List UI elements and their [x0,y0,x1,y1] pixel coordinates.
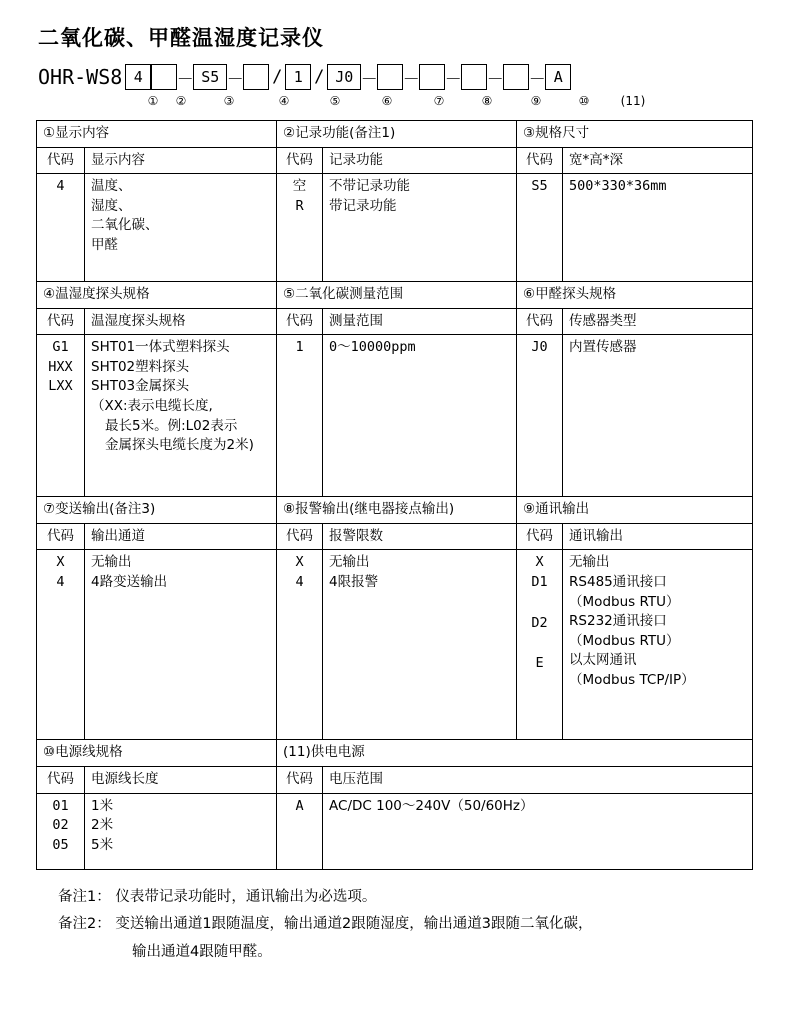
separator-7-8: － [402,69,420,90]
section-header-7: ⑦变送输出(备注3) [37,497,277,524]
desc-cell: 500*330*36mm [563,174,753,282]
col-title-desc-4: 温湿度探头规格 [85,308,277,335]
separator-4-5: / [272,67,283,87]
section-header-1: ①显示内容 [37,121,277,148]
desc-cell: 1米 2米 5米 [85,793,277,869]
model-index-row [36,92,754,114]
datasheet-page [0,22,790,1016]
col-title-desc-6: 传感器类型 [563,308,753,335]
col-title-desc-9: 通讯输出 [563,523,753,550]
model-index-8: ⑧ [481,94,493,108]
col-title-desc-11: 电压范围 [323,766,753,793]
desc-cell: AC/DC 100～240V（50/60Hz） [323,793,753,869]
model-index-6: ⑥ [381,94,393,108]
separator-9-10: － [486,69,504,90]
code-cell: 4 [37,174,85,282]
model-code-row [36,62,754,92]
model-slot-6[interactable]: J0 [327,64,361,90]
table-row [37,308,753,335]
col-title-code-6: 代码 [517,308,563,335]
separator-6-7: － [360,69,378,90]
separator-5-6: / [314,67,325,87]
desc-cell: 温度、 湿度、 二氧化碳、 甲醛 [85,174,277,282]
code-cell: A [277,793,323,869]
table-row [37,740,753,767]
model-index-3: ③ [223,94,235,108]
page-title: 二氧化碳、甲醛温湿度记录仪 [38,26,324,50]
col-title-desc-1: 显示内容 [85,147,277,174]
code-cell: 1 [277,335,323,497]
section-header-11: (11)供电电源 [277,740,753,767]
col-title-code-4: 代码 [37,308,85,335]
col-title-code-7: 代码 [37,523,85,550]
section-header-3: ③规格尺寸 [517,121,753,148]
table-row [37,174,753,282]
desc-cell: 0～10000ppm [323,335,517,497]
model-index-5: ⑤ [329,94,341,108]
separator-3-4: － [226,69,244,90]
desc-cell: 不带记录功能 带记录功能 [323,174,517,282]
model-slot-10[interactable] [503,64,529,90]
col-title-code-5: 代码 [277,308,323,335]
desc-cell: 无输出 4路变送输出 [85,550,277,740]
model-slot-8[interactable] [419,64,445,90]
model-index-7: ⑦ [433,94,445,108]
desc-cell: 内置传感器 [563,335,753,497]
table-row [37,335,753,497]
model-slot-2[interactable] [151,64,177,90]
col-title-code-9: 代码 [517,523,563,550]
code-cell: J0 [517,335,563,497]
code-cell: S5 [517,174,563,282]
code-cell: 01 02 05 [37,793,85,869]
col-title-code-10: 代码 [37,766,85,793]
code-cell: 空 R [277,174,323,282]
model-slot-7[interactable] [377,64,403,90]
col-title-desc-8: 报警限数 [323,523,517,550]
model-slot-5[interactable]: 1 [285,64,311,90]
model-index-2: ② [175,94,187,108]
col-title-desc-7: 输出通道 [85,523,277,550]
separator-8-9: － [444,69,462,90]
spec-table-block-4 [36,739,753,869]
model-slot-3[interactable]: S5 [193,64,227,90]
col-title-code-2: 代码 [277,147,323,174]
table-row [37,550,753,740]
section-header-10: ⑩电源线规格 [37,740,277,767]
code-cell: X 4 [277,550,323,740]
col-title-desc-5: 测量范围 [323,308,517,335]
table-row [37,523,753,550]
col-title-code-8: 代码 [277,523,323,550]
section-header-6: ⑥甲醛探头规格 [517,282,753,309]
model-index-11: (11) [620,94,646,108]
spec-table-block-3 [36,496,753,740]
model-slot-11[interactable]: A [545,64,571,90]
table-row [37,282,753,309]
note-2: 备注2： 变送输出通道1跟随温度，输出通道2跟随湿度，输出通道3跟随二氧化碳， [58,916,593,933]
table-row [37,766,753,793]
spec-table-block-2 [36,281,753,497]
note-1: 备注1： 仪表带记录功能时，通讯输出为必选项。 [58,888,377,905]
model-index-9: ⑨ [530,94,542,108]
code-cell: X 4 [37,550,85,740]
col-title-code-1: 代码 [37,147,85,174]
notes-section [36,884,754,967]
separator-10-11: － [528,69,546,90]
desc-cell: 无输出 RS485通讯接口 （Modbus RTU） RS232通讯接口 （Modbus RTU） 以太网通讯 （Modbus TCP/IP） [563,550,753,740]
model-slot-9[interactable] [461,64,487,90]
col-title-code-3: 代码 [517,147,563,174]
table-row [37,121,753,148]
section-header-9: ⑨通讯输出 [517,497,753,524]
desc-cell: 无输出 4限报警 [323,550,517,740]
model-prefix: OHR-WS8 [38,65,123,89]
col-title-desc-2: 记录功能 [323,147,517,174]
code-cell: G1 HXX LXX [37,335,85,497]
section-header-8: ⑧报警输出(继电器接点输出) [277,497,517,524]
table-row [37,497,753,524]
model-slot-4[interactable] [243,64,269,90]
section-header-2: ②记录功能(备注1) [277,121,517,148]
note-2-continued: 输出通道4跟随甲醛。 [132,943,272,960]
code-cell: X D1 D2 E [517,550,563,740]
table-row [37,147,753,174]
table-row [37,793,753,869]
col-title-desc-3: 宽*高*深 [563,147,753,174]
section-header-5: ⑤二氧化碳测量范围 [277,282,517,309]
col-title-desc-10: 电源线长度 [85,766,277,793]
model-slot-1[interactable]: 4 [125,64,151,90]
spec-table-block-1 [36,120,753,282]
separator-2-3: － [176,69,194,90]
desc-cell: SHT01一体式塑料探头 SHT02塑料探头 SHT03金属探头 （XX:表示电缆长度, 最长5米。例:L02表示 金属探头电缆长度为2米) [85,335,277,497]
section-header-4: ④温湿度探头规格 [37,282,277,309]
col-title-code-11: 代码 [277,766,323,793]
model-index-1: ① [147,94,159,108]
model-index-4: ④ [278,94,290,108]
model-index-10: ⑩ [578,94,590,108]
